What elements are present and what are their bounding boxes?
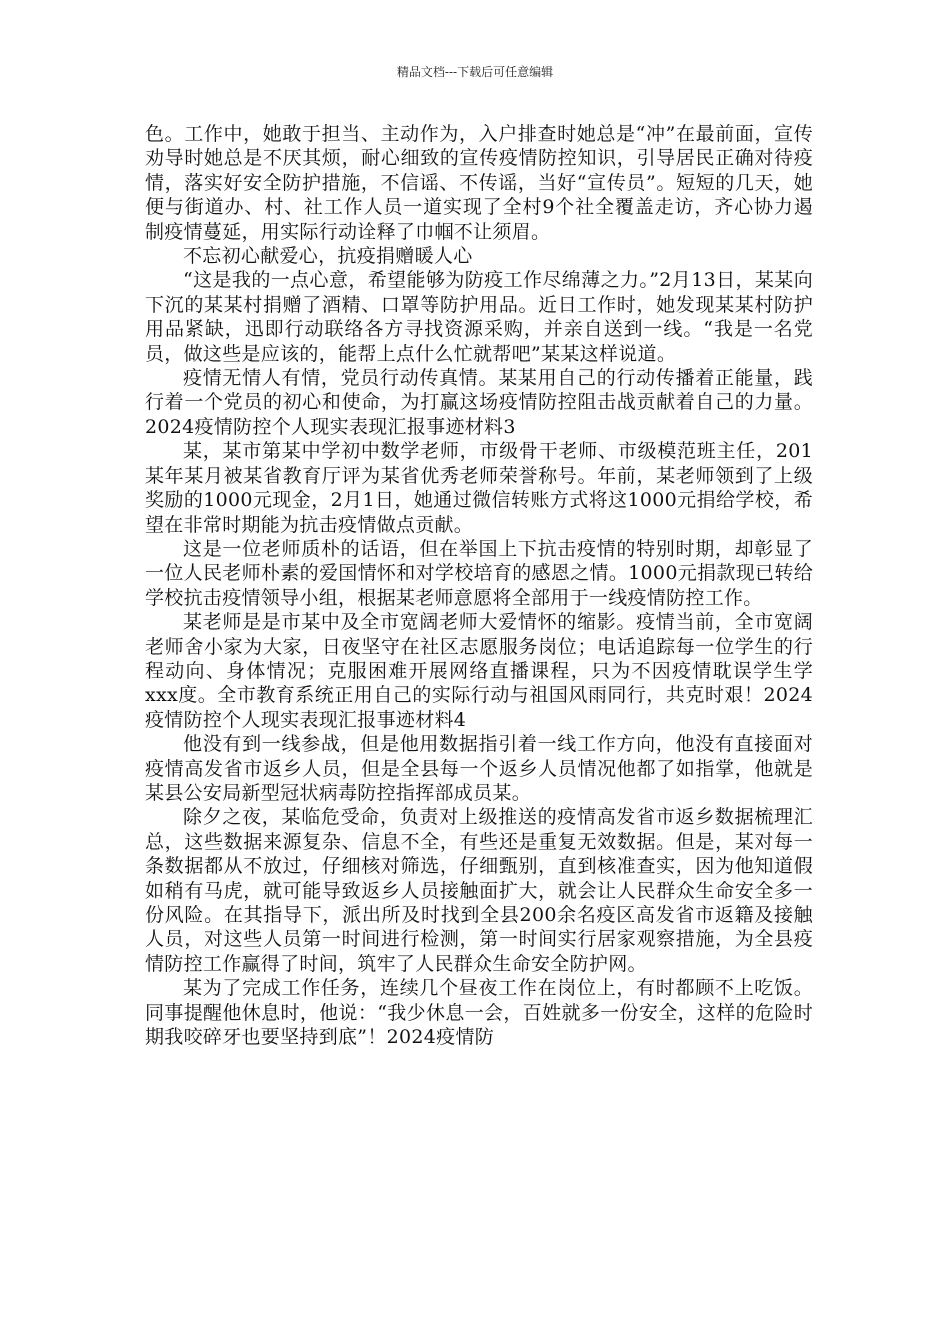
paragraph: 某老师是是市某中及全市宽阔老师大爱情怀的缩影。疫情当前，全市宽阔老师舍小家为大家，日夜坚守在社区志愿服务岗位；电话追踪每一位学生的行程动向、身体情况；克服困难开展网络直播课程，只为不因疫情耽误学生学xxx度。全市教育系统正用自己的实际行动与祖国风雨同行，共克时艰！2024疫情防控个人现实表现汇报事迹材料4 (145, 611, 813, 731)
section-heading: 不忘初心献爱心，抗疫捐赠暖人心 (183, 245, 473, 268)
paragraph: 疫情无情人有情，党员行动传真情。某某用自己的行动传播着正能量，践行着一个党员的初心和使命，为打赢这场疫情防控阻击战贡献着自己的力量。2024疫情防控个人现实表现汇报事迹材料3 (145, 367, 813, 438)
paragraph: 除夕之夜，某临危受命，负责对上级推送的疫情高发省市返乡数据梳理汇总，这些数据来源复杂、信息不全，有些还是重复无效数据。但是，某对每一条数据都从不放过，仔细核对筛选，仔细甄别，直到核准查实，因为他知道假如稍有马虎，就可能导致返乡人员接触面扩大，就会让人民群众生命安全多一份风险。在其指导下，派出所及时找到全县200余名疫区高发省市返籍及接触人员，对这些人员第一时间进行检测，第一时间实行居家观察措施，为全县疫情防控工作赢得了时间，筑牢了人民群众生命安全防护网。 (145, 806, 813, 975)
paragraph: “这是我的一点心意，希望能够为防疫工作尽绵薄之力。”2月13日，某某向下沉的某某村捐赠了酒精、口罩等防护用品。近日工作时，她发现某某村防护用品紧缺，迅即行动联络各方寻找资源采购，并亲自送到一线。“我是一名党员，做这些是应该的，能帮上点什么忙就帮吧”某某这样说道。 (145, 269, 813, 365)
paragraph: 这是一位老师质朴的话语，但在举国上下抗击疫情的特别时期，却彰显了一位人民老师朴素的爱国情怀和对学校培育的感恩之情。1000元捐款现已转给学校抗击疫情领导小组，根据某老师意愿将全部用于一线疫情防控工作。 (145, 537, 813, 609)
document-body (145, 122, 813, 1049)
paragraph: 他没有到一线参战，但是他用数据指引着一线工作方向，他没有直接面对疫情高发省市返乡人员，但是全县每一个返乡人员情况他都了如指掌，他就是某县公安局新型冠状病毒防控指挥部成员某。 (145, 733, 813, 804)
paragraph: 色。工作中，她敢于担当、主动作为，入户排查时她总是“冲”在最前面，宣传劝导时她总是不厌其烦，耐心细致的宣传疫情防控知识，引导居民正确对待疫情，落实好安全防护措施，不信谣、不传谣，当好“宣传员”。短短的几天，她便与街道办、村、社工作人员一道实现了全村9个社全覆盖走访，齐心协力遏制疫情蔓延，用实际行动诠释了巾帼不让须眉。 (145, 123, 813, 243)
page-header: 精品文档---下载后可任意编辑 (396, 65, 554, 79)
paragraph: 某为了完成工作任务，连续几个昼夜工作在岗位上，有时都顾不上吃饭。同事提醒他休息时，他说：“我少休息一会，百姓就多一份安全，这样的危险时期我咬碎牙也要坚持到底”！2024疫情防 (145, 977, 813, 1049)
paragraph: 某，某市第某中学初中数学老师，市级骨干老师、市级模范班主任，201某年某月被某省教育厅评为某省优秀老师荣誉称号。年前，某老师领到了上级奖励的1000元现金，2月1日，她通过微信转账方式将这1000元捐给学校，希望在非常时期能为抗击疫情做点贡献。 (145, 440, 813, 536)
